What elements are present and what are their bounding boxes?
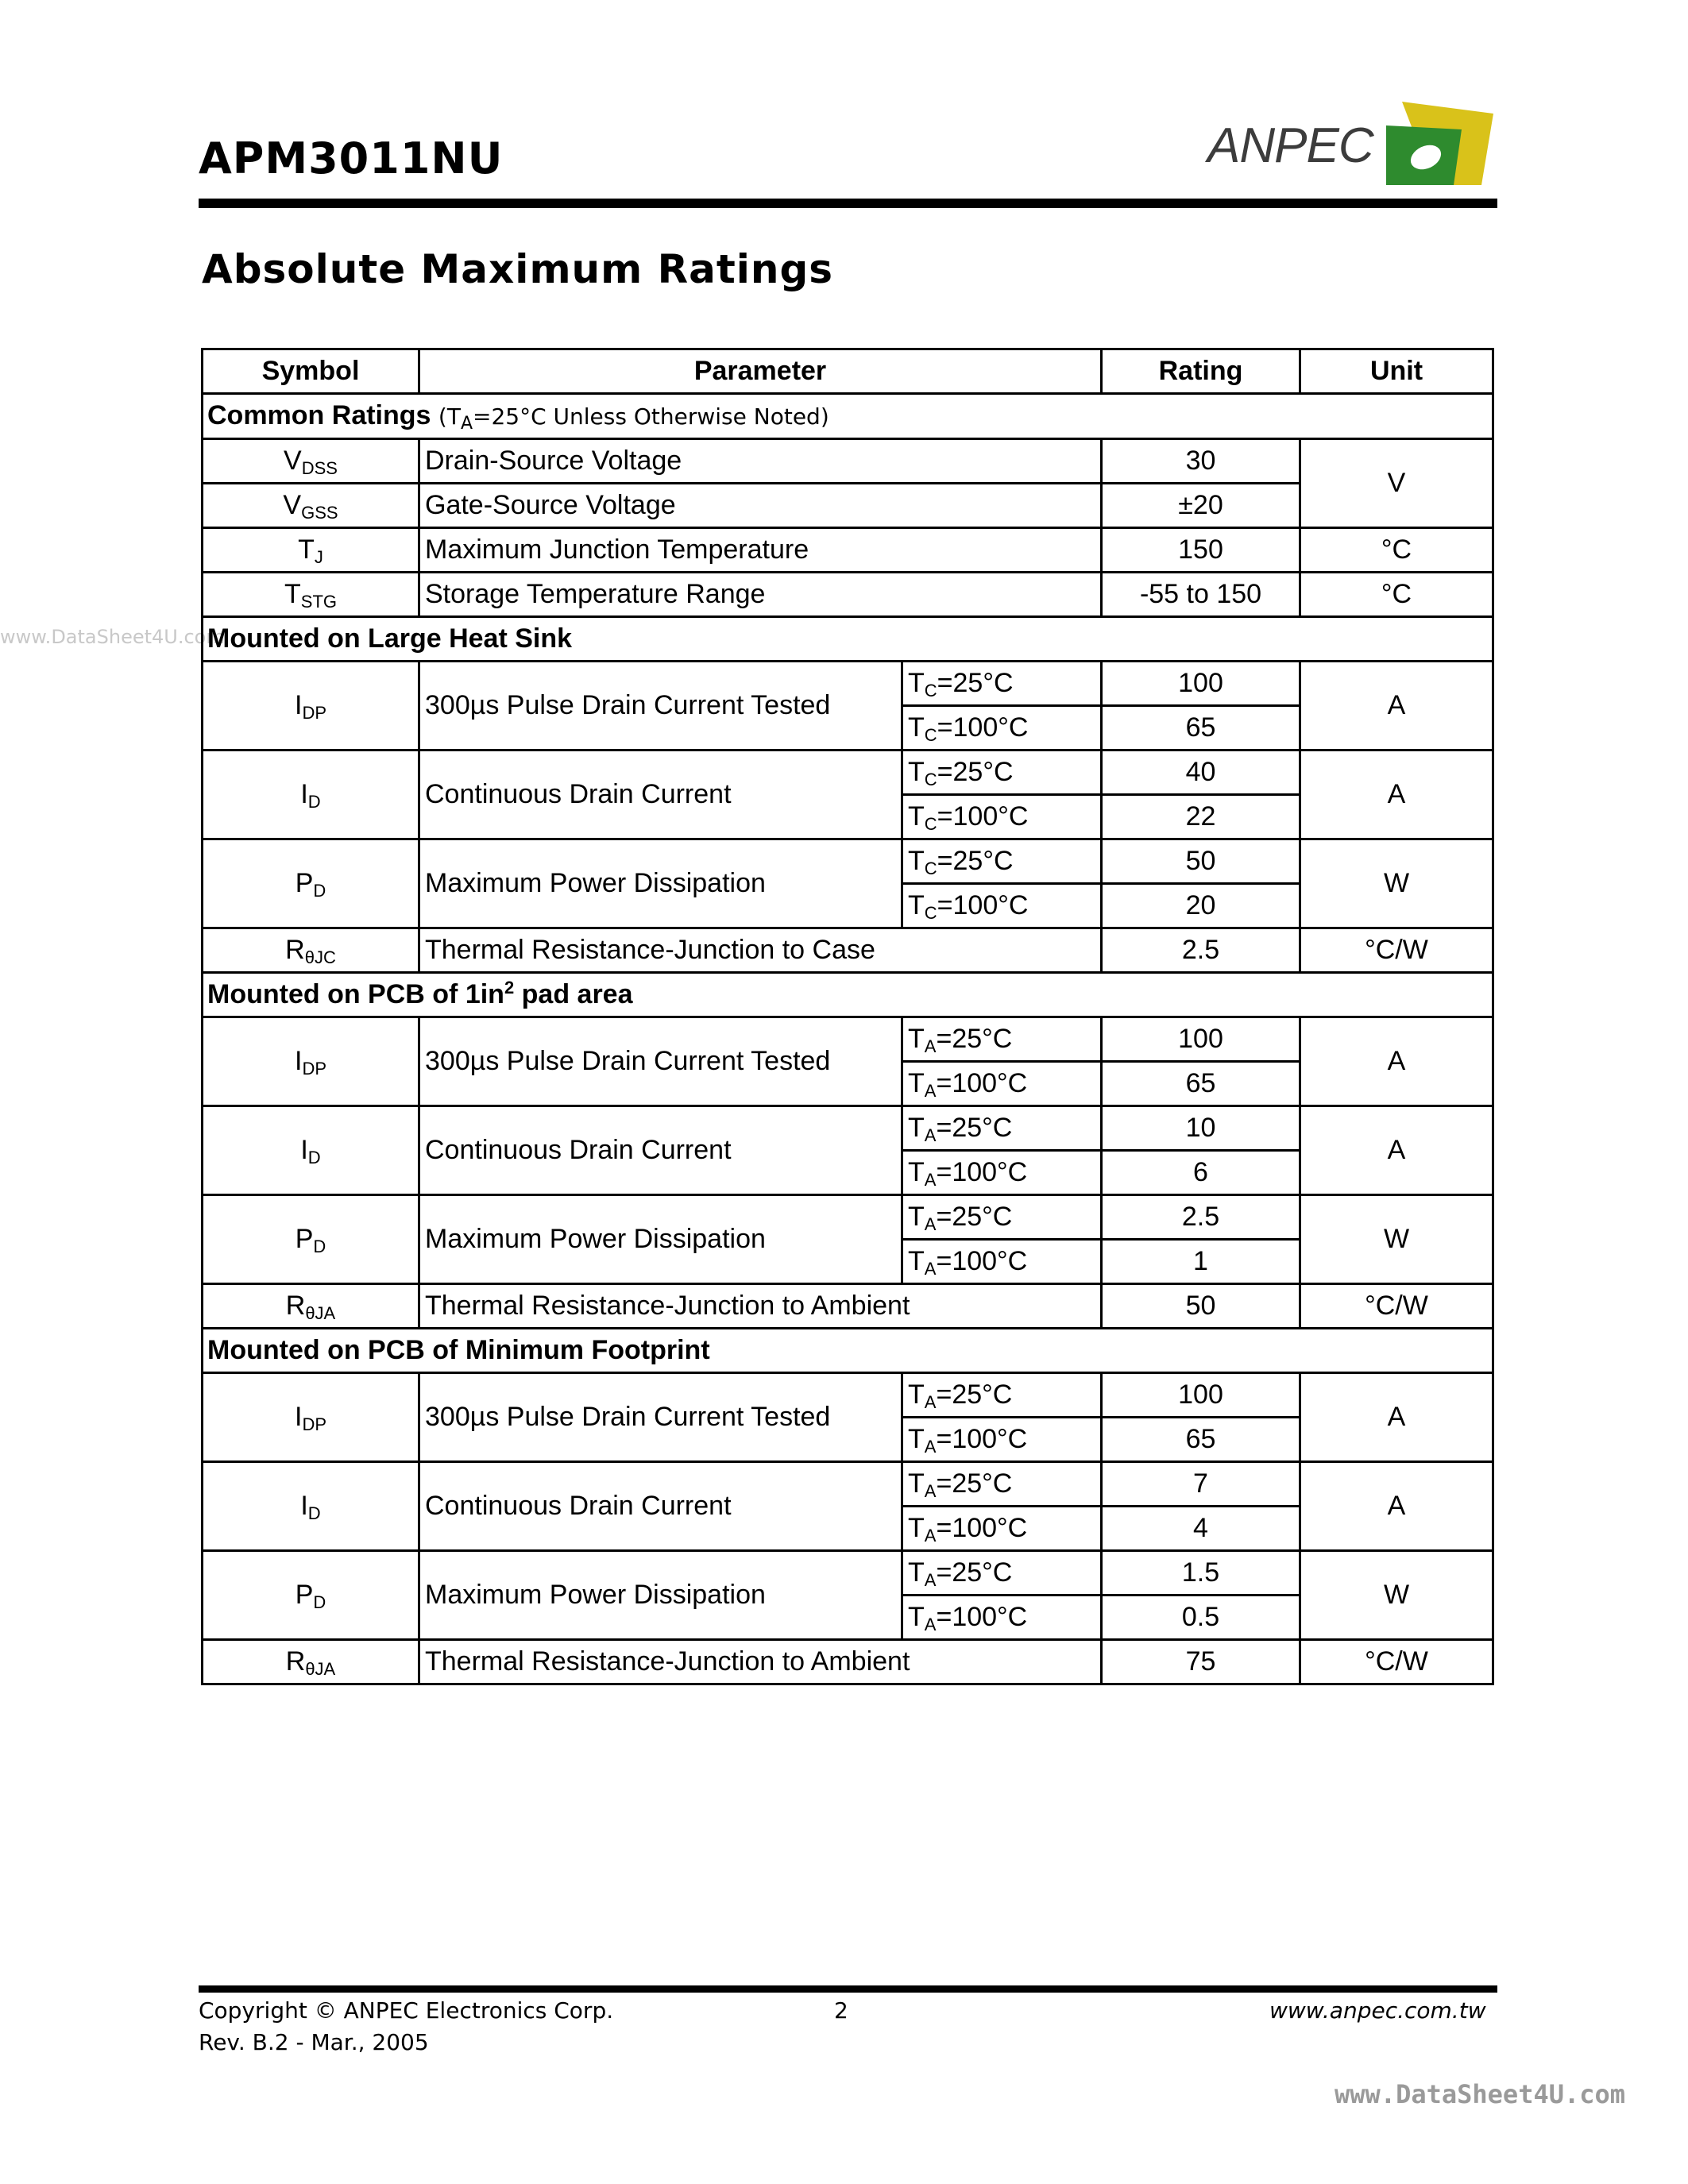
unit-cell: W [1300, 1551, 1493, 1640]
table-row [203, 1017, 1493, 1062]
parameter-cell: Drain-Source Voltage [419, 439, 1102, 484]
table-row [203, 1284, 1493, 1329]
group-row-heat-sink [203, 617, 1493, 662]
header-parameter: Parameter [419, 349, 1102, 394]
condition-cell: $T_C=100^\circ C$ [902, 706, 1102, 751]
condition-cell: $T_A=100^\circ C$ [902, 1596, 1102, 1640]
condition-cell: $T_C=100^\circ C$ [902, 884, 1102, 928]
header-unit: Unit [1300, 349, 1493, 394]
rating-cell: -55 to 150 [1102, 573, 1300, 617]
section-title: Absolute Maximum Ratings [202, 246, 834, 292]
condition-cell: $T_A=100^\circ C$ [902, 1418, 1102, 1462]
logo-mark-icon [1386, 102, 1493, 189]
rating-cell: 30 [1102, 439, 1300, 484]
unit-cell: °C/W [1300, 1640, 1493, 1684]
parameter-cell: Maximum Power Dissipation [419, 1195, 902, 1284]
rating-cell: 150 [1102, 528, 1300, 573]
rating-cell: 100 [1102, 1373, 1300, 1418]
condition-cell: $T_A=25^\circ C$ [902, 1106, 1102, 1151]
table-row [203, 662, 1493, 706]
parameter-cell: Thermal Resistance-Junction to Case [419, 928, 1102, 973]
table-row [203, 1640, 1493, 1684]
rating-cell: 2.5 [1102, 1195, 1300, 1240]
unit-cell: A [1300, 1017, 1493, 1106]
parameter-cell: Maximum Junction Temperature [419, 528, 1102, 573]
table-row [203, 484, 1493, 528]
symbol-cell: $I_{DP}$ [203, 662, 419, 751]
logo-text: ANPEC [1207, 118, 1373, 173]
parameter-cell: Gate-Source Voltage [419, 484, 1102, 528]
table-row [203, 1106, 1493, 1151]
parameter-cell: 300µs Pulse Drain Current Tested [419, 1017, 902, 1106]
footer-url[interactable]: www.anpec.com.tw [1269, 1997, 1486, 2024]
symbol-cell: $I_D$ [203, 751, 419, 839]
rating-cell: 20 [1102, 884, 1300, 928]
rating-cell: 65 [1102, 706, 1300, 751]
unit-cell: A [1300, 1462, 1493, 1551]
rating-cell: 4 [1102, 1507, 1300, 1551]
rating-cell: 1.5 [1102, 1551, 1300, 1596]
unit-cell: A [1300, 1373, 1493, 1462]
condition-cell: $T_A=100^\circ C$ [902, 1240, 1102, 1284]
rating-cell: 10 [1102, 1106, 1300, 1151]
table-row [203, 1462, 1493, 1507]
rating-cell: 7 [1102, 1462, 1300, 1507]
unit-cell: A [1300, 1106, 1493, 1195]
table-row [203, 1551, 1493, 1596]
group-title-common: Common Ratings ($T_A=25^\circ C$ Unless Otherwise Noted) [203, 394, 1493, 439]
parameter-cell: Maximum Power Dissipation [419, 1551, 902, 1640]
table-row [203, 928, 1493, 973]
unit-cell: °C/W [1300, 928, 1493, 973]
condition-cell: $T_C=25^\circ C$ [902, 662, 1102, 706]
rating-cell: 65 [1102, 1062, 1300, 1106]
footer-copyright: Copyright © ANPEC Electronics Corp. [199, 1997, 614, 2024]
header-symbol: Symbol [203, 349, 419, 394]
rating-cell: ±20 [1102, 484, 1300, 528]
rating-cell: 100 [1102, 1017, 1300, 1062]
table-row [203, 528, 1493, 573]
condition-cell: $T_A=25^\circ C$ [902, 1462, 1102, 1507]
symbol-cell: $I_D$ [203, 1462, 419, 1551]
rating-cell: 2.5 [1102, 928, 1300, 973]
rating-cell: 1 [1102, 1240, 1300, 1284]
symbol-cell: $T_J$ [203, 528, 419, 573]
parameter-cell: Continuous Drain Current [419, 1106, 902, 1195]
unit-cell: A [1300, 751, 1493, 839]
group-title-pcb-pad: Mounted on PCB of $1in^2$ pad area [203, 973, 1493, 1017]
condition-cell: $T_A=25^\circ C$ [902, 1551, 1102, 1596]
rating-cell: 100 [1102, 662, 1300, 706]
condition-cell: $T_A=25^\circ C$ [902, 1195, 1102, 1240]
part-number-title: APM3011NU [199, 133, 504, 183]
symbol-cell: $I_{DP}$ [203, 1017, 419, 1106]
table-row [203, 751, 1493, 795]
group-row-pcb-pad [203, 973, 1493, 1017]
group-title-heat-sink: Mounted on Large Heat Sink [203, 617, 1493, 662]
header-row [203, 349, 1493, 394]
symbol-cell: $I_{DP}$ [203, 1373, 419, 1462]
rating-cell: 50 [1102, 1284, 1300, 1329]
rating-cell: 6 [1102, 1151, 1300, 1195]
parameter-cell: Thermal Resistance-Junction to Ambient [419, 1284, 1102, 1329]
symbol-cell: $R_{\theta JA}$ [203, 1284, 419, 1329]
group-row-common [203, 394, 1493, 439]
rating-cell: 50 [1102, 839, 1300, 884]
condition-cell: $T_A=100^\circ C$ [902, 1151, 1102, 1195]
rating-cell: 0.5 [1102, 1596, 1300, 1640]
parameter-cell: Maximum Power Dissipation [419, 839, 902, 928]
condition-cell: $T_C=100^\circ C$ [902, 795, 1102, 839]
symbol-cell: $R_{\theta JC}$ [203, 928, 419, 973]
ratings-table [201, 348, 1494, 1685]
condition-cell: $T_A=100^\circ C$ [902, 1062, 1102, 1106]
condition-cell: $T_A=25^\circ C$ [902, 1373, 1102, 1418]
footer-page-number: 2 [834, 1997, 848, 2024]
table-row [203, 573, 1493, 617]
rating-cell: 65 [1102, 1418, 1300, 1462]
parameter-cell: Continuous Drain Current [419, 751, 902, 839]
symbol-cell: $I_D$ [203, 1106, 419, 1195]
symbol-cell: $P_D$ [203, 839, 419, 928]
symbol-cell: $V_{GSS}$ [203, 484, 419, 528]
symbol-cell: $R_{\theta JA}$ [203, 1640, 419, 1684]
table-row [203, 1195, 1493, 1240]
header-rule [199, 199, 1497, 208]
parameter-cell: Thermal Resistance-Junction to Ambient [419, 1640, 1102, 1684]
rating-cell: 40 [1102, 751, 1300, 795]
symbol-cell: $T_{STG}$ [203, 573, 419, 617]
group-title-min-footprint: Mounted on PCB of Minimum Footprint [203, 1329, 1493, 1373]
symbol-cell: $V_{DSS}$ [203, 439, 419, 484]
condition-cell: $T_A=25^\circ C$ [902, 1017, 1102, 1062]
table-row [203, 839, 1493, 884]
symbol-cell: $P_D$ [203, 1551, 419, 1640]
unit-cell: V [1300, 439, 1493, 528]
footer-rule [199, 1985, 1497, 1993]
unit-cell: A [1300, 662, 1493, 751]
group-row-min-footprint [203, 1329, 1493, 1373]
parameter-cell: Continuous Drain Current [419, 1462, 902, 1551]
unit-cell: W [1300, 839, 1493, 928]
table-row [203, 439, 1493, 484]
footer-revision: Rev. B.2 - Mar., 2005 [199, 2029, 429, 2055]
watermark-left: www.DataSheet4U.com [0, 626, 225, 648]
header-rating: Rating [1102, 349, 1300, 394]
anpec-logo [1207, 102, 1493, 189]
parameter-cell: Storage Temperature Range [419, 573, 1102, 617]
watermark-right: www.DataSheet4U.com [1335, 2079, 1626, 2109]
parameter-cell: 300µs Pulse Drain Current Tested [419, 662, 902, 751]
table-row [203, 1373, 1493, 1418]
unit-cell: °C [1300, 573, 1493, 617]
parameter-cell: 300µs Pulse Drain Current Tested [419, 1373, 902, 1462]
symbol-cell: $P_D$ [203, 1195, 419, 1284]
condition-cell: $T_A=100^\circ C$ [902, 1507, 1102, 1551]
unit-cell: °C [1300, 528, 1493, 573]
rating-cell: 75 [1102, 1640, 1300, 1684]
unit-cell: W [1300, 1195, 1493, 1284]
condition-cell: $T_C=25^\circ C$ [902, 751, 1102, 795]
rating-cell: 22 [1102, 795, 1300, 839]
condition-cell: $T_C=25^\circ C$ [902, 839, 1102, 884]
unit-cell: °C/W [1300, 1284, 1493, 1329]
